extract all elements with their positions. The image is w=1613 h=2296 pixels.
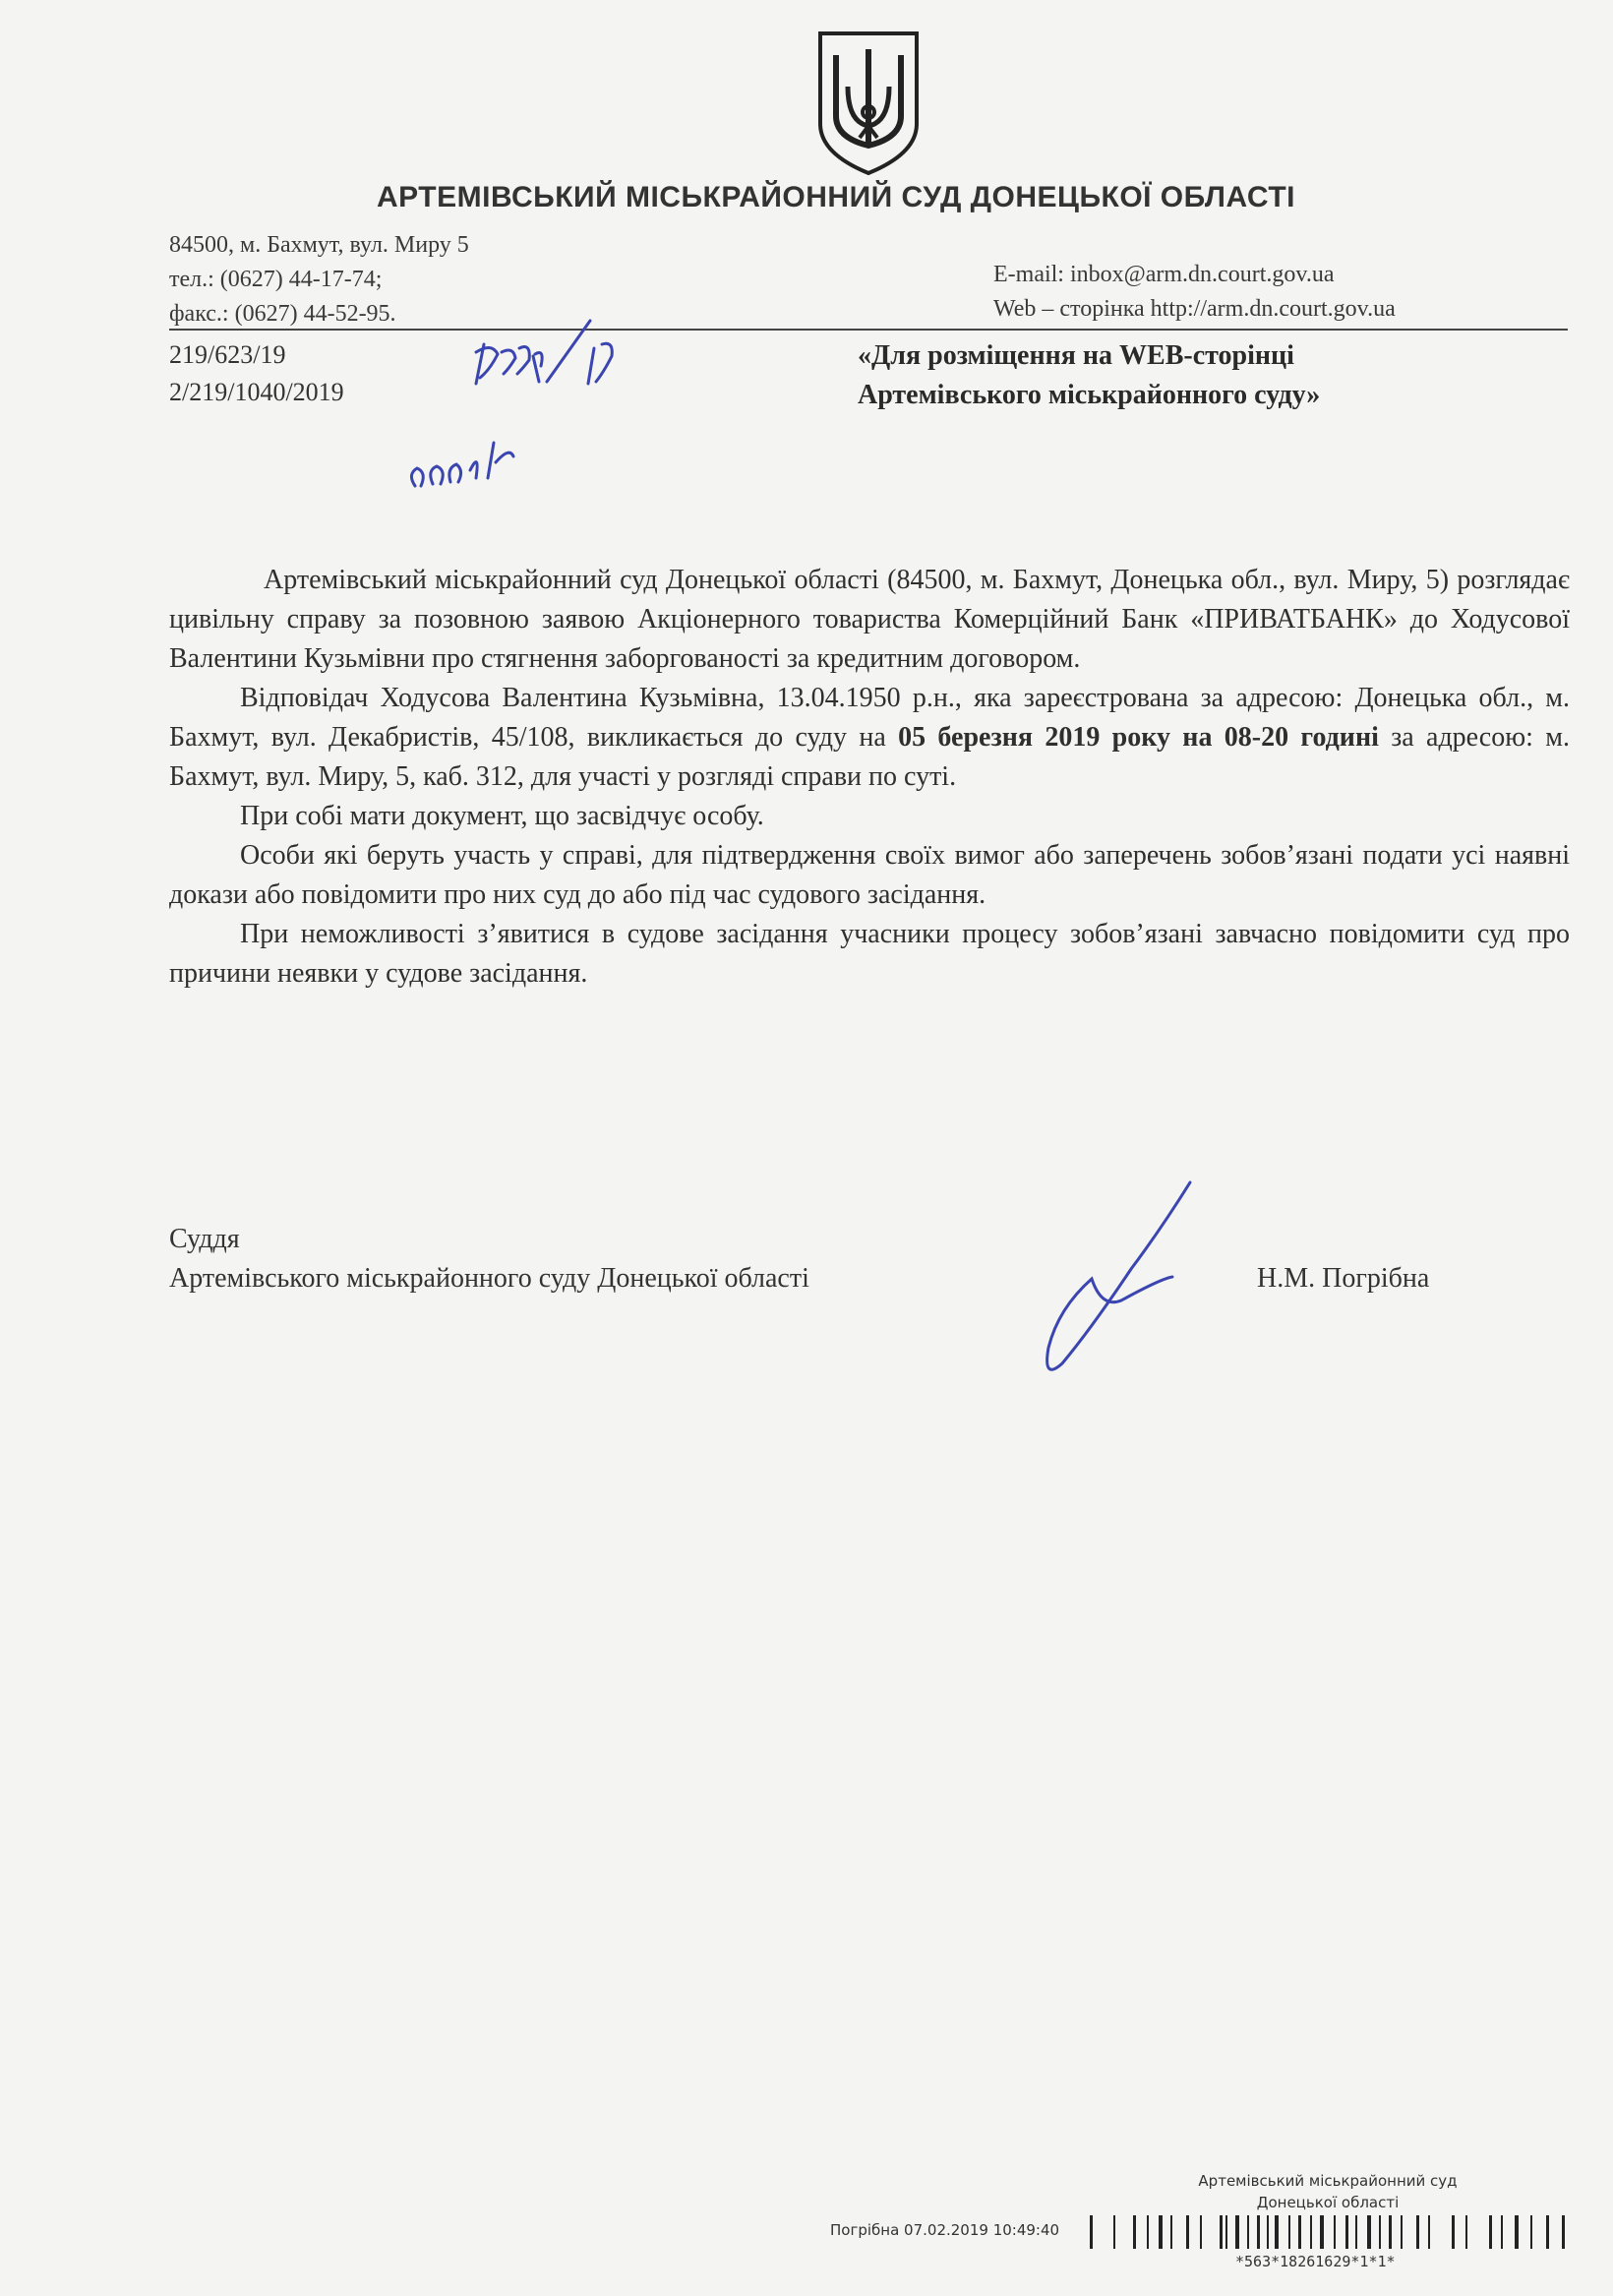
judge-name: Н.М. Погрібна <box>1257 1263 1430 1294</box>
registry-stamp-org <box>1161 2170 1495 2213</box>
registry-stamp-org-line2: Донецької області <box>1256 2194 1400 2211</box>
court-email: E-mail: inbox@arm.dn.court.gov.ua <box>993 262 1335 287</box>
hearing-date-time: 05 березня 2019 року на 08-20 годині <box>898 722 1379 753</box>
proceeding-number: 2/219/1040/2019 <box>169 378 344 406</box>
court-address: 84500, м. Бахмут, вул. Миру 5 <box>169 232 469 258</box>
court-title: АРТЕМІВСЬКИЙ МІСЬКРАЙОННИЙ СУД ДОНЕЦЬКОЇ ОБЛАСТІ <box>377 181 1295 213</box>
barcode <box>1088 2215 1570 2255</box>
court-fax: факс.: (0627) 44-52-95. <box>169 301 396 327</box>
body-paragraph-4: Особи які беруть участь у справі, для підтвердження своїх вимог або заперечень зобов’язані подати усі наявні докази або повідомити про них суд до або під час судового засідання. <box>169 840 1570 910</box>
reference-numbers <box>169 336 344 411</box>
case-number: 219/623/19 <box>169 340 286 369</box>
body-paragraph-1: Артемівський міськрайонний суд Донецької області (84500, м. Бахмут, Донецька обл., вул. Миру, 5) розглядає цивільну справу за позовною заявою Акціонерного товариства Комерційний Банк «ПРИВАТБАНК» до Ходусової Валентини Кузьмівни про стягнення заборгованості за кредитним договором. <box>169 565 1570 674</box>
registry-stamp-org-line1: Артемівський міськрайонний суд <box>1198 2172 1458 2190</box>
body-paragraph-2-text-b: за адресою: м. Бахмут, вул. Миру, 5, каб. 312, для участі у розгляді справи по суті. <box>169 722 1570 792</box>
judge-court: Артемівського міськрайонного суду Донецької області <box>169 1263 809 1294</box>
publish-note-line1: «Для розміщення на WEB-сторінці <box>858 340 1294 371</box>
court-website: Web – сторінка http://arm.dn.court.gov.ua <box>993 296 1396 322</box>
body-paragraph-3: При собі мати документ, що засвідчує особу. <box>240 801 764 831</box>
publish-note-line2: Артемівського міськрайонного суду» <box>858 380 1321 410</box>
publish-note <box>858 336 1320 415</box>
notice-body <box>169 561 1570 994</box>
handwritten-registration-note <box>393 313 708 510</box>
court-phone: тел.: (0627) 44-17-74; <box>169 267 383 292</box>
body-paragraph-2-text-a: Відповідач Ходусова Валентина Кузьмівна, 13.04.1950 р.н., яка зареєстрована за адресою: Донецька обл., м. Бахмут, вул. Декабристів, 45/108, викликається до суду на <box>169 683 1570 753</box>
registry-stamp-meta: Погрібна 07.02.2019 10:49:40 <box>830 2221 1060 2239</box>
trident-coat-of-arms-icon <box>812 28 925 177</box>
judge-block <box>169 1220 809 1299</box>
judge-role: Суддя <box>169 1224 240 1254</box>
body-paragraph-5: При неможливості з’явитися в судове засідання учасники процесу зобов’язані завчасно повідомити суд про причини неявки у судове засідання. <box>169 919 1570 989</box>
judge-signature <box>1023 1171 1220 1377</box>
header-divider <box>169 329 1568 331</box>
body-paragraph-2 <box>169 679 1570 797</box>
contact-right <box>993 258 1396 327</box>
barcode-number: *563*18261629*1*1* <box>1235 2253 1396 2270</box>
